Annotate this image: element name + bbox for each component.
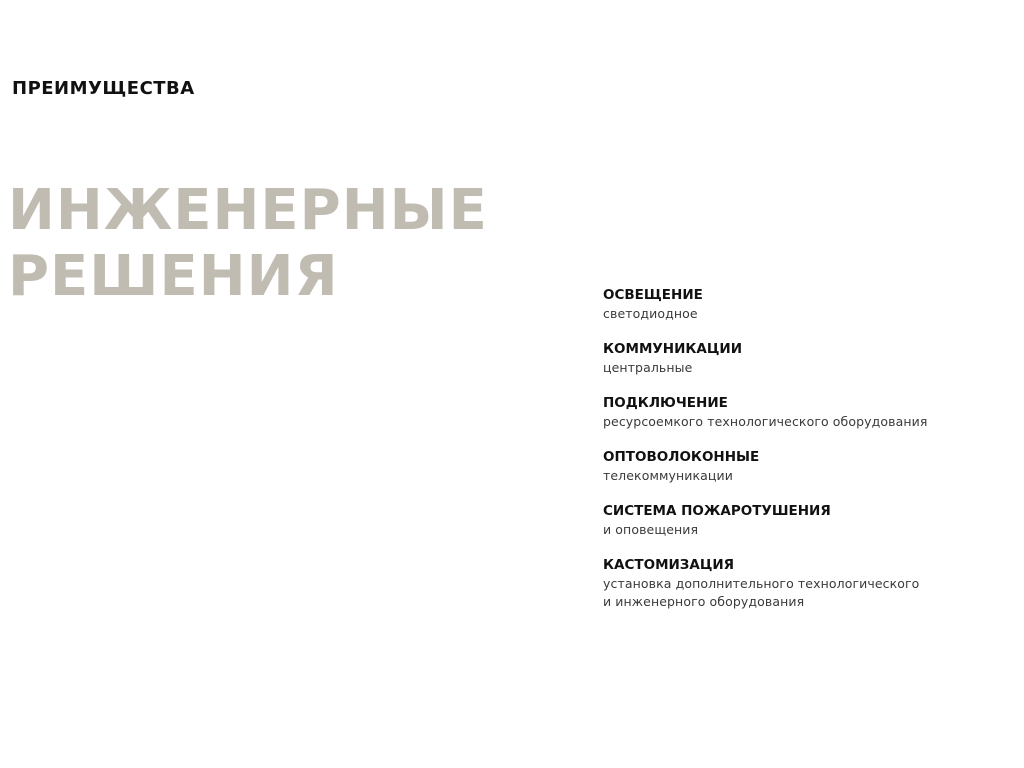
headline-line: РЕШЕНИЯ [8, 244, 339, 309]
feature-item-customization [603, 556, 1021, 611]
feature-title: КАСТОМИЗАЦИЯ [603, 557, 735, 573]
feature-title: ОСВЕЩЕНИЕ [603, 287, 703, 303]
feature-item-connection [603, 394, 1021, 431]
section-eyebrow: ПРЕИМУЩЕСТВА [12, 78, 195, 99]
features-list [603, 286, 1021, 628]
headline-line: ИНЖЕНЕРНЫЕ [8, 178, 488, 243]
feature-item-fiber-optic [603, 448, 1021, 485]
feature-description: ресурсоемкого технологического оборудования [603, 414, 928, 429]
section-headline [8, 178, 488, 310]
feature-description: светодиодное [603, 306, 698, 321]
feature-title: ОПТОВОЛОКОННЫЕ [603, 449, 760, 465]
feature-description: установка дополнительного технологического и инженерного оборудования [603, 576, 920, 609]
feature-title: СИСТЕМА ПОЖАРОТУШЕНИЯ [603, 503, 831, 519]
feature-item-lighting [603, 286, 1021, 323]
feature-title: КОММУНИКАЦИИ [603, 341, 742, 357]
feature-description: телекоммуникации [603, 468, 733, 483]
feature-title: ПОДКЛЮЧЕНИЕ [603, 395, 728, 411]
feature-item-communications [603, 340, 1021, 377]
feature-description: центральные [603, 360, 693, 375]
feature-item-fire-system [603, 502, 1021, 539]
feature-description: и оповещения [603, 522, 699, 537]
